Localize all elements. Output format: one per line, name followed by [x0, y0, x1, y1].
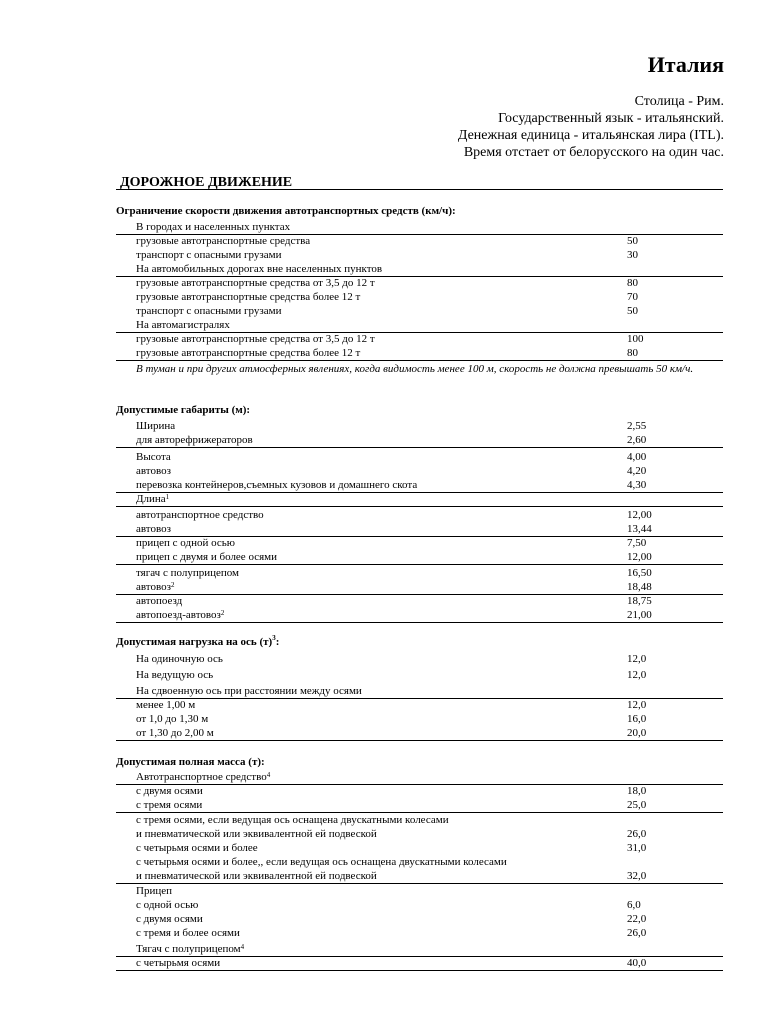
- speed-row-value: 30: [627, 249, 638, 261]
- dims-row-label-text: автопоезд-автовоз: [136, 609, 221, 621]
- dims-row-label-text: Ширина: [136, 420, 176, 432]
- axle-title-suffix: :: [275, 636, 280, 648]
- mass-row-label-text: с четырьмя осями и более,, если ведущая ось оснащена двускатными колесами: [136, 856, 507, 868]
- info-currency: Денежная единица - итальянская лира (ITL).: [457, 128, 724, 143]
- dims-row-value: 4,00: [627, 451, 647, 463]
- dims-row: [116, 580, 723, 595]
- mass-row: [116, 841, 723, 855]
- speed-row-label-text: грузовые автотранспортные средства от 3,5 до 12 т: [136, 277, 375, 289]
- dims-row-label-text: прицеп с одной осью: [136, 537, 236, 549]
- speed-row: [116, 304, 723, 318]
- dims-row-label-text: автопоезд: [136, 595, 183, 607]
- axle-row-label-text: менее 1,00 м: [136, 699, 196, 711]
- speed-row-label-text: В городах и населенных пунктах: [136, 221, 291, 233]
- mass-row-label: [136, 798, 202, 812]
- speed-row-label: [136, 304, 282, 318]
- speed-row-label-text: грузовые автотранспортные средства: [136, 235, 311, 247]
- dims-row-value: 16,50: [627, 567, 652, 579]
- mass-row: [116, 827, 723, 841]
- mass-row-label-text: с одной осью: [136, 899, 199, 911]
- axle-row-value: 16,0: [627, 713, 647, 725]
- dims-row-label-text: для авторефрижераторов: [136, 434, 253, 446]
- speed-row-label: [136, 332, 375, 346]
- mass-row-value: 26,0: [627, 828, 647, 840]
- axle-row-value: 12,0: [627, 669, 647, 681]
- mass-row: [116, 855, 723, 869]
- dims-row-label-text: автовоз: [136, 465, 171, 477]
- mass-row: [116, 813, 723, 827]
- mass-row-label: [136, 884, 172, 898]
- dims-row-label: [136, 536, 235, 550]
- mass-row-label-text: с четырьмя осями и более: [136, 842, 258, 854]
- speed-row-value: 70: [627, 291, 638, 303]
- dims-row: [116, 594, 723, 608]
- dims-row-label-text: Длина: [136, 493, 166, 505]
- dims-row-label-text: автовоз: [136, 581, 171, 593]
- axle-row: [116, 652, 723, 666]
- axle-row: [116, 668, 723, 682]
- dims-row-value: 4,30: [627, 479, 647, 491]
- axle-row: [116, 698, 723, 712]
- mass-row-label-text: Прицеп: [136, 885, 172, 897]
- axle-row-label: [136, 652, 223, 666]
- mass-row-label: [136, 926, 240, 940]
- dims-row: [116, 550, 723, 565]
- axle-title-sup: 3: [272, 634, 276, 642]
- axle-row-label-text: от 1,0 до 1,30 м: [136, 713, 209, 725]
- dims-row-label: [136, 419, 175, 433]
- dims-row-value: 7,50: [627, 537, 647, 549]
- mass-row: [116, 942, 723, 957]
- mass-row: [116, 912, 723, 926]
- dims-row: [116, 566, 723, 580]
- axle-row: [116, 726, 723, 741]
- dims-row-value: 18,48: [627, 581, 652, 593]
- mass-row: [116, 784, 723, 798]
- axle-row-label: [136, 668, 213, 682]
- speed-row: [116, 234, 723, 248]
- axle-row-label: [136, 684, 362, 698]
- mass-row-label-text: и пневматической или эквивалентной ей подвеской: [136, 870, 377, 882]
- axle-row-label-text: На сдвоенную ось при расстоянии между осями: [136, 685, 362, 697]
- dims-row: [116, 464, 723, 478]
- dims-row-value: 21,00: [627, 609, 652, 621]
- mass-row-value: 31,0: [627, 842, 647, 854]
- mass-row-value: 32,0: [627, 870, 647, 882]
- mass-row-label-text: с тремя и более осями: [136, 927, 240, 939]
- mass-row: [116, 869, 723, 884]
- mass-row-value: 6,0: [627, 899, 641, 911]
- mass-row-value: 22,0: [627, 913, 647, 925]
- dims-row-label-text: Высота: [136, 451, 171, 463]
- axle-title: [116, 636, 279, 648]
- mass-row-label-text: с двумя осями: [136, 913, 203, 925]
- speed-row: [116, 332, 723, 346]
- dims-row-label: [136, 550, 277, 564]
- speed-row-label: [136, 318, 230, 332]
- mass-row-label-text: с четырьмя осями: [136, 957, 221, 969]
- dims-row-label-text: тягач с полуприцепом: [136, 567, 240, 579]
- dims-row: [116, 492, 723, 507]
- speed-row-value: 80: [627, 277, 638, 289]
- dims-row-label-text: перевозка контейнеров,съемных кузовов и домашнего скота: [136, 479, 418, 491]
- speed-row-label-text: грузовые автотранспортные средства более 12 т: [136, 291, 361, 303]
- axle-row-label: [136, 698, 195, 712]
- dims-row: [116, 508, 723, 522]
- dims-row-label: [136, 566, 239, 580]
- dims-row-value: 2,60: [627, 434, 647, 446]
- mass-row: [116, 898, 723, 912]
- mass-row-label: [136, 855, 507, 869]
- dims-row: [116, 536, 723, 550]
- speed-row-value: 50: [627, 235, 638, 247]
- mass-title: Допустимая полная масса (т):: [116, 756, 265, 768]
- dims-row-value: 13,44: [627, 523, 652, 535]
- info-capital: Столица - Рим.: [634, 94, 724, 109]
- mass-row: [116, 798, 723, 813]
- info-language: Государственный язык - итальянский.: [498, 111, 724, 126]
- mass-row: [116, 926, 723, 940]
- dims-row: [116, 450, 723, 464]
- axle-row-label: [136, 712, 208, 726]
- speed-row-label: [136, 262, 382, 276]
- mass-row-label: [136, 784, 203, 798]
- axle-row-value: 12,0: [627, 699, 647, 711]
- speed-row-label-text: грузовые автотранспортные средства более 12 т: [136, 347, 361, 359]
- dims-row-footnote: 2: [220, 609, 225, 617]
- mass-row-label: [136, 956, 220, 970]
- speed-row-value: 100: [627, 333, 644, 345]
- speed-row-label: [136, 346, 360, 360]
- mass-row-label: [136, 912, 203, 926]
- dims-row-footnote: 1: [165, 493, 170, 501]
- speed-row: [116, 346, 723, 361]
- speed-row-label-text: транспорт с опасными грузами: [136, 249, 282, 261]
- mass-row: [116, 770, 723, 785]
- mass-row-label-text: с двумя осями: [136, 785, 203, 797]
- mass-row-value: 40,0: [627, 957, 647, 969]
- page-title: Италия: [647, 52, 724, 77]
- dims-row-label: [136, 522, 171, 536]
- axle-row: [116, 684, 723, 699]
- dims-row-footnote: 2: [170, 581, 175, 589]
- mass-row-label-text: с тремя осями: [136, 799, 203, 811]
- dims-row: [116, 522, 723, 537]
- section-heading: ДОРОЖНОЕ ДВИЖЕНИЕ: [120, 175, 293, 190]
- info-time: Время отстает от белорусского на один час.: [463, 145, 724, 160]
- dims-row-label-text: автовоз: [136, 523, 171, 535]
- speed-row: [116, 220, 723, 235]
- mass-row-label: [136, 841, 258, 855]
- dims-row-label-text: автотранспортное средство: [136, 509, 264, 521]
- dims-row: [116, 419, 723, 433]
- dims-row-value: 4,20: [627, 465, 647, 477]
- speed-row: [116, 290, 723, 304]
- mass-row-label: [136, 869, 377, 883]
- mass-row-label: [136, 770, 270, 784]
- dims-row-label: [136, 450, 171, 464]
- speed-row: [116, 276, 723, 290]
- speed-row-label: [136, 290, 360, 304]
- mass-row: [116, 884, 723, 898]
- mass-row-value: 26,0: [627, 927, 647, 939]
- axle-row-value: 12,0: [627, 653, 647, 665]
- mass-row-label-text: Автотранспортное средство: [136, 771, 267, 783]
- dims-row: [116, 478, 723, 493]
- speed-row-label: [136, 276, 375, 290]
- mass-row-label-text: с тремя осями, если ведущая ось оснащена двускатными колесами: [136, 814, 449, 826]
- dims-title: Допустимые габариты (м):: [116, 404, 251, 416]
- mass-row-label: [136, 813, 449, 827]
- axle-title-text: Допустимая нагрузка на ось (т): [116, 636, 273, 648]
- dims-row-label: [136, 608, 224, 622]
- axle-row-label-text: На ведущую ось: [136, 669, 214, 681]
- speed-row-label-text: транспорт с опасными грузами: [136, 305, 282, 317]
- speed-row: [116, 262, 723, 277]
- dims-row-label: [136, 433, 253, 447]
- dims-row-label-text: прицеп с двумя и более осями: [136, 551, 278, 563]
- speed-row-label: [136, 234, 310, 248]
- mass-row-value: 25,0: [627, 799, 647, 811]
- dims-row-label: [136, 478, 417, 492]
- mass-row-label-text: Тягач с полуприцепом: [136, 943, 241, 955]
- dims-row-label: [136, 492, 169, 506]
- mass-row-label: [136, 827, 377, 841]
- axle-row-label-text: На одиночную ось: [136, 653, 223, 665]
- speed-note: В туман и при других атмосферных явлениях, когда видимость менее 100 м, скорость не должна превышать 50 км/ч.: [136, 363, 694, 375]
- speed-title: Ограничение скорости движения автотранспортных средств (км/ч):: [116, 205, 456, 217]
- speed-row-value: 50: [627, 305, 638, 317]
- mass-row-footnote: 4: [240, 943, 245, 951]
- dims-row: [116, 608, 723, 623]
- dims-row-value: 12,00: [627, 509, 652, 521]
- axle-row-label-text: от 1,30 до 2,00 м: [136, 727, 214, 739]
- dims-row-label: [136, 594, 182, 608]
- dims-row-value: 12,00: [627, 551, 652, 563]
- speed-row: [116, 248, 723, 262]
- mass-row-label-text: и пневматической или эквивалентной ей подвеской: [136, 828, 377, 840]
- speed-row-value: 80: [627, 347, 638, 359]
- mass-row-label: [136, 942, 244, 956]
- dims-row: [116, 433, 723, 448]
- section-divider: [116, 189, 723, 190]
- axle-row: [116, 712, 723, 726]
- dims-row-value: 18,75: [627, 595, 652, 607]
- axle-row-value: 20,0: [627, 727, 647, 739]
- dims-row-value: 2,55: [627, 420, 647, 432]
- mass-row-footnote: 4: [266, 771, 271, 779]
- dims-row-label: [136, 508, 264, 522]
- dims-row-label: [136, 580, 174, 594]
- speed-row-label: [136, 220, 290, 234]
- speed-row-label-text: На автомобильных дорогах вне населенных пунктов: [136, 263, 383, 275]
- speed-row: [116, 318, 723, 333]
- speed-row-label: [136, 248, 282, 262]
- mass-row-label: [136, 898, 198, 912]
- mass-row: [116, 956, 723, 971]
- speed-row-label-text: грузовые автотранспортные средства от 3,5 до 12 т: [136, 333, 375, 345]
- mass-row-value: 18,0: [627, 785, 647, 797]
- dims-row-label: [136, 464, 171, 478]
- axle-row-label: [136, 726, 214, 740]
- speed-row-label-text: На автомагистралях: [136, 319, 230, 331]
